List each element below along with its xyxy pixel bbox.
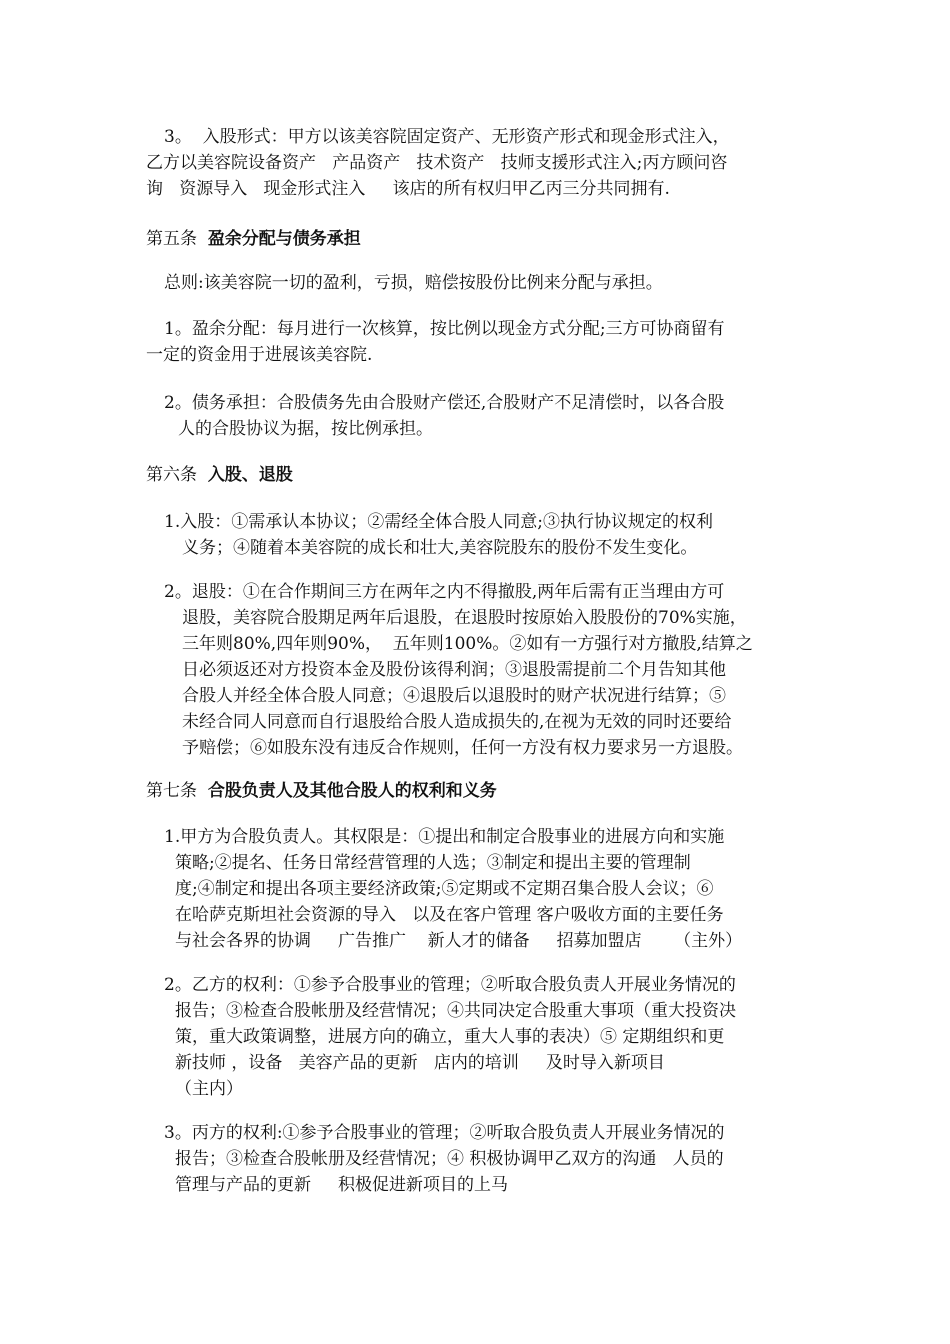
article-number: 第七条 xyxy=(146,781,197,801)
list-item-line: 管理与产品的更新 积极促进新项目的上马 xyxy=(175,1175,509,1195)
list-item-line: 合股人并经全体合股人同意；④退股后以退股时的财产状况进行结算；⑤ xyxy=(182,686,726,706)
list-item-line: 2。退股：①在合作期间三方在两年之内不得撤股,两年后需有正当理由方可 xyxy=(164,582,725,602)
list-item-line: 在哈萨克斯坦社会资源的导入 以及在客户管理 客户吸收方面的主要任务 xyxy=(175,905,724,925)
list-item-line: 度;④制定和提出各项主要经济政策;⑤定期或不定期召集合股人会议；⑥ xyxy=(175,879,714,899)
article-heading xyxy=(146,462,293,488)
list-item-line: 义务；④随着本美容院的成长和壮大,美容院股东的股份不发生变化。 xyxy=(182,538,698,558)
paragraph-line: 3。 入股形式：甲方以该美容院固定资产、无形资产形式和现金形式注入， xyxy=(164,127,730,147)
paragraph-line: 乙方以美容院设备资产 产品资产 技术资产 技师支援形式注入;丙方顾问咨 xyxy=(146,153,728,173)
list-item-line: 一定的资金用于进展该美容院. xyxy=(146,345,373,365)
list-item-line: 三年则80%,四年则90%， 五年则100%。②如有一方强行对方撤股,结算之 xyxy=(182,634,753,654)
list-item-line: 退股，美容院合股期足两年后退股，在退股时按原始入股股份的70%实施， xyxy=(182,608,747,628)
list-item-line: 策，重大政策调整，进展方向的确立，重大人事的表决）⑤ 定期组织和更 xyxy=(175,1027,725,1047)
article-heading xyxy=(146,778,497,804)
list-item-line: 2。债务承担：合股债务先由合股财产偿还,合股财产不足清偿时，以各合股 xyxy=(164,393,725,413)
list-item-line: 1。盈余分配：每月进行一次核算，按比例以现金方式分配;三方可协商留有 xyxy=(164,319,725,339)
general-rule: 总则:该美容院一切的盈利，亏损，赔偿按股份比例来分配与承担。 xyxy=(164,273,663,293)
article-title: 合股负责人及其他合股人的权利和义务 xyxy=(207,781,497,801)
list-item-line: 日必须返还对方投资本金及股份该得利润；③退股需提前二个月告知其他 xyxy=(182,660,726,680)
article-number: 第六条 xyxy=(146,465,197,485)
list-item-line: 未经合同人同意而自行退股给合股人造成损失的,在视为无效的同时还要给 xyxy=(182,712,732,732)
list-item-line: 人的合股协议为据，按比例承担。 xyxy=(178,419,433,439)
article-number: 第五条 xyxy=(146,229,197,249)
list-item-line: 予赔偿；⑥如股东没有违反合作规则，任何一方没有权力要求另一方退股。 xyxy=(182,738,743,758)
list-item-line: 报告；③检查合股帐册及经营情况；④共同决定合股重大事项（重大投资决 xyxy=(175,1001,736,1021)
list-item-line: （主内） xyxy=(175,1079,243,1099)
article-title: 入股、退股 xyxy=(207,465,293,485)
list-item-line: 1.甲方为合股负责人。其权限是：①提出和制定合股事业的进展方向和实施 xyxy=(164,827,725,847)
list-item-line: 新技师 ，设备 美容产品的更新 店内的培训 及时导入新项目 xyxy=(175,1053,665,1073)
list-item-line: 3。丙方的权利:①参予合股事业的管理；②听取合股负责人开展业务情况的 xyxy=(164,1123,725,1143)
list-item-line: 策略;②提名、任务日常经营管理的人选；③制定和提出主要的管理制 xyxy=(175,853,691,873)
article-title: 盈余分配与债务承担 xyxy=(207,229,361,249)
list-item-line: 与社会各界的协调 广告推广 新人才的储备 招募加盟店 （主外） xyxy=(175,931,743,951)
paragraph-line: 询 资源导入 现金形式注入 该店的所有权归甲乙丙三分共同拥有. xyxy=(146,179,670,199)
article-heading xyxy=(146,226,361,252)
list-item-line: 报告；③检查合股帐册及经营情况；④ 积极协调甲乙双方的沟通 人员的 xyxy=(175,1149,724,1169)
list-item-line: 2。乙方的权利：①参予合股事业的管理；②听取合股负责人开展业务情况的 xyxy=(164,975,736,995)
list-item-line: 1.入股：①需承认本协议；②需经全体合股人同意;③执行协议规定的权利 xyxy=(164,512,713,532)
